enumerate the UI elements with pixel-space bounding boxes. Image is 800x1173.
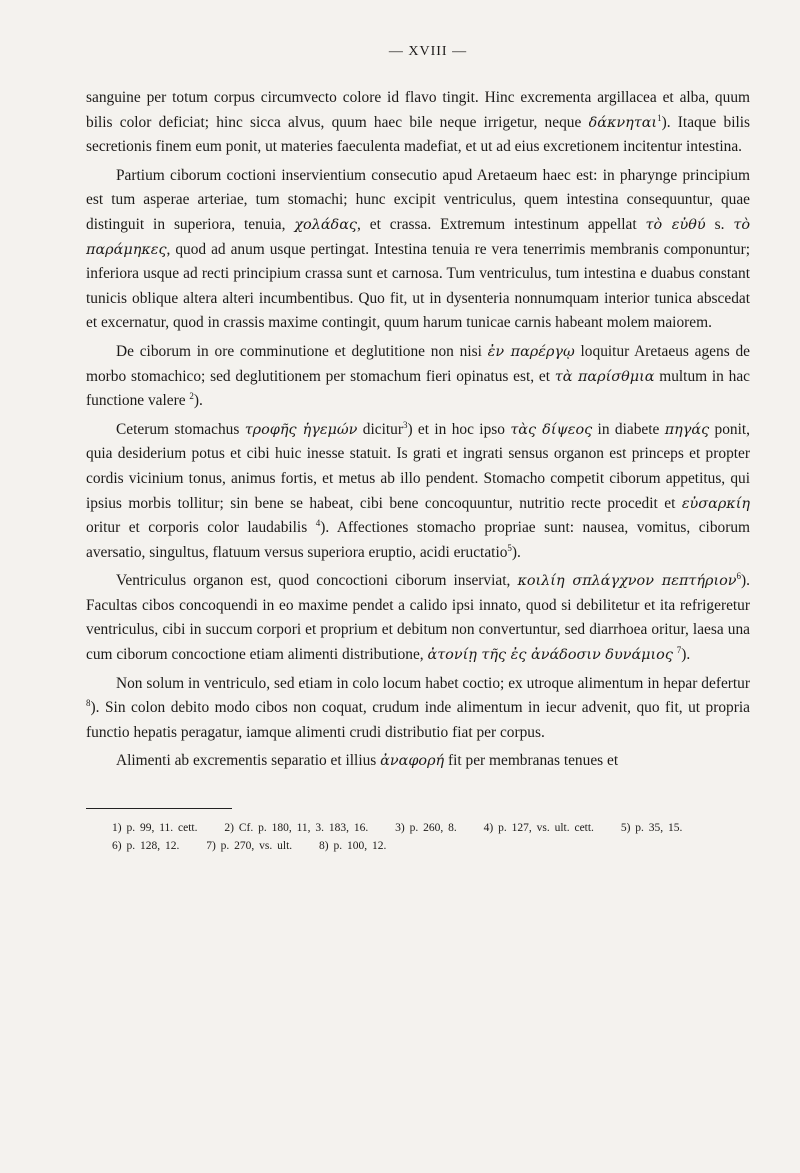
footnote-ref: 4: [315, 517, 321, 528]
text-run: sanguine per totum corpus circumvecto colore id flavo tingit. Hinc excrementa argillacea et alba, quum bilis color deficiat; hinc sicca alvus, quum haec bile neque irrigetur, neque: [86, 89, 750, 131]
text-run: De ciborum in ore comminutione et deglutitione non nisi: [116, 342, 488, 360]
footnote-ref: 2: [189, 391, 194, 401]
greek-term: ἀτονίῃ τῆς ἐς ἀνάδοσιν δυνάμιος: [427, 647, 673, 664]
footnote-divider: [86, 808, 232, 809]
paragraph-1: [86, 86, 750, 160]
text-run: Partium ciborum coctioni inservientium consecutio apud Aretaeum haec est: in pharynge principium est tum asperae arteriae, tum stomachi; hunc excipit ventriculus, quem intestina consequuntur, quae distinguit in superiora, tenuia,: [86, 166, 750, 233]
text-run: fit per membranas tenues et: [444, 752, 619, 770]
text-run: ).: [193, 392, 203, 410]
text-run: ). Facultas cibos concoquendi in eo maxime pendet a calido ipsi innato, quod si debilitetur et ita refrigeretur ventriculus, cibi in succum corpori et proprium et debitum non convertuntur, sed diarrhoea oritur, laesa una cum ciborum concoctione etiam alimenti distributione,: [86, 572, 750, 664]
footnote: 2) Cf. p. 180, 11, 3. 183, 16.: [224, 822, 369, 835]
footnote: 4) p. 127, vs. ult. cett.: [483, 822, 594, 835]
greek-term: τροφῆς ἡγεμών: [244, 421, 358, 438]
text-run: dicitur: [357, 420, 403, 438]
greek-term: πηγάς: [664, 421, 710, 438]
greek-term: τὰ παρίσθμια: [554, 368, 655, 385]
footnote: 3) p. 260, 8.: [395, 822, 457, 835]
greek-term: κοιλίη σπλάγχνον πεπτήριον: [517, 573, 737, 590]
text-run: ). Affectiones stomacho propriae sunt: nausea, vomitus, ciborum aversatio, singultus, flatuum versus superiora eruptio, acidi eructatio: [86, 519, 751, 561]
paragraph-7: [86, 749, 750, 774]
footnote-line-1: [112, 819, 750, 837]
footnote-ref: 6: [736, 571, 742, 582]
text-run: , quod ad anum usque pertingat. Intestina tenuia re vera tenerrimis membranis componuntur; inferiora usque ad recti principium crassa sunt et carnosa. Tum ventriculus, tum intestina e duabus constant tunicis oblique altera alteri incumbentibus. Quo fit, ut in dysenteria nonnumquam interior tunica abscedat et excernatur, quod in crassis maxime contingit, quum harum tunicae carnis habeant molem maiorem.: [86, 240, 750, 332]
text-run: loquitur Aretaeus agens de morbo stomachico; sed deglutitionem per stomachum fieri opinatus est, et: [86, 342, 750, 385]
greek-term: τὰς δίψεος: [510, 421, 593, 438]
text-run: , et crassa. Extremum intestinum appellat: [357, 215, 646, 233]
text-run: in diabete: [592, 420, 665, 438]
footnote: 7) p. 270, vs. ult.: [206, 840, 293, 853]
text-run: ). Itaque bilis secretionis finem eum ponit, ut materies faeculenta madefiat, et ut ad eius excretionem incitentur intestina.: [86, 113, 751, 156]
text-run: Non solum in ventriculo, sed etiam in colo locum habet coctio; ex utroque alimentum in hepar defertur: [116, 674, 750, 692]
text-run: s.: [705, 215, 734, 233]
footnote-ref: 3: [402, 419, 408, 430]
footnote-ref: 1: [657, 112, 662, 123]
footnote: 1) p. 99, 11. cett.: [112, 822, 198, 835]
text-run: ponit, quia desiderium potus et cibi huic inesse statuit. Is grati et ingrati sensus organon est princeps et propter cordis vicinium tonus, animus fortis, et metus ab illo pendent. Stomacho competit ciborum appetitus, qui ipsius morbis tollitur; sin bene se habeat, cibi bene concoquuntur, nutritio recte procedit et: [86, 420, 750, 512]
greek-term: εὐσαρκίη: [681, 495, 750, 512]
greek-term: τὸ παράμηκες: [86, 216, 750, 258]
body-text: [86, 86, 750, 774]
footnote-ref: 7: [676, 644, 682, 655]
greek-term: ἐν παρέργῳ: [487, 343, 575, 360]
paragraph-2: [86, 164, 750, 336]
paragraph-4: [86, 418, 750, 566]
greek-term: ἀναφορή: [380, 753, 445, 770]
text-run: ) et in hoc ipso: [407, 420, 511, 438]
footnote: 5) p. 35, 15.: [620, 822, 683, 835]
footnote-line-2: [112, 837, 750, 855]
paragraph-6: [86, 672, 750, 746]
paragraph-5: [86, 569, 750, 667]
text-run: multum in hac functione valere: [86, 367, 750, 410]
text-run: ).: [681, 646, 691, 664]
page-number: — XVIII —: [388, 44, 468, 59]
paragraph-3: [86, 340, 750, 414]
greek-term: χολάδας: [294, 216, 357, 233]
footnote-ref: 5: [507, 542, 512, 553]
text-run: Ventriculus organon est, quod concoctioni ciborum inserviat,: [116, 572, 518, 590]
text-run: ).: [511, 543, 521, 561]
footnote: 8) p. 100, 12.: [319, 840, 387, 853]
text-run: oritur et corporis color laudabilis: [86, 519, 316, 537]
footnote-ref: 8: [86, 698, 91, 709]
text-run: ). Sin colon debito modo cibos non coquat, crudum inde alimentum in iecur advenit, quo fit, ut propria functio hepatis peragatur, iamque alimenti crudi distributio fiat per corpus.: [86, 699, 750, 741]
text-run: Ceterum stomachus: [116, 420, 245, 438]
text-run: Alimenti ab excrementis separatio et illius: [116, 752, 381, 770]
greek-term: τὸ εὐθύ: [645, 216, 706, 233]
footnote: 6) p. 128, 12.: [112, 840, 180, 853]
footnotes: [112, 819, 750, 855]
greek-term: δάκνηται: [588, 114, 658, 131]
